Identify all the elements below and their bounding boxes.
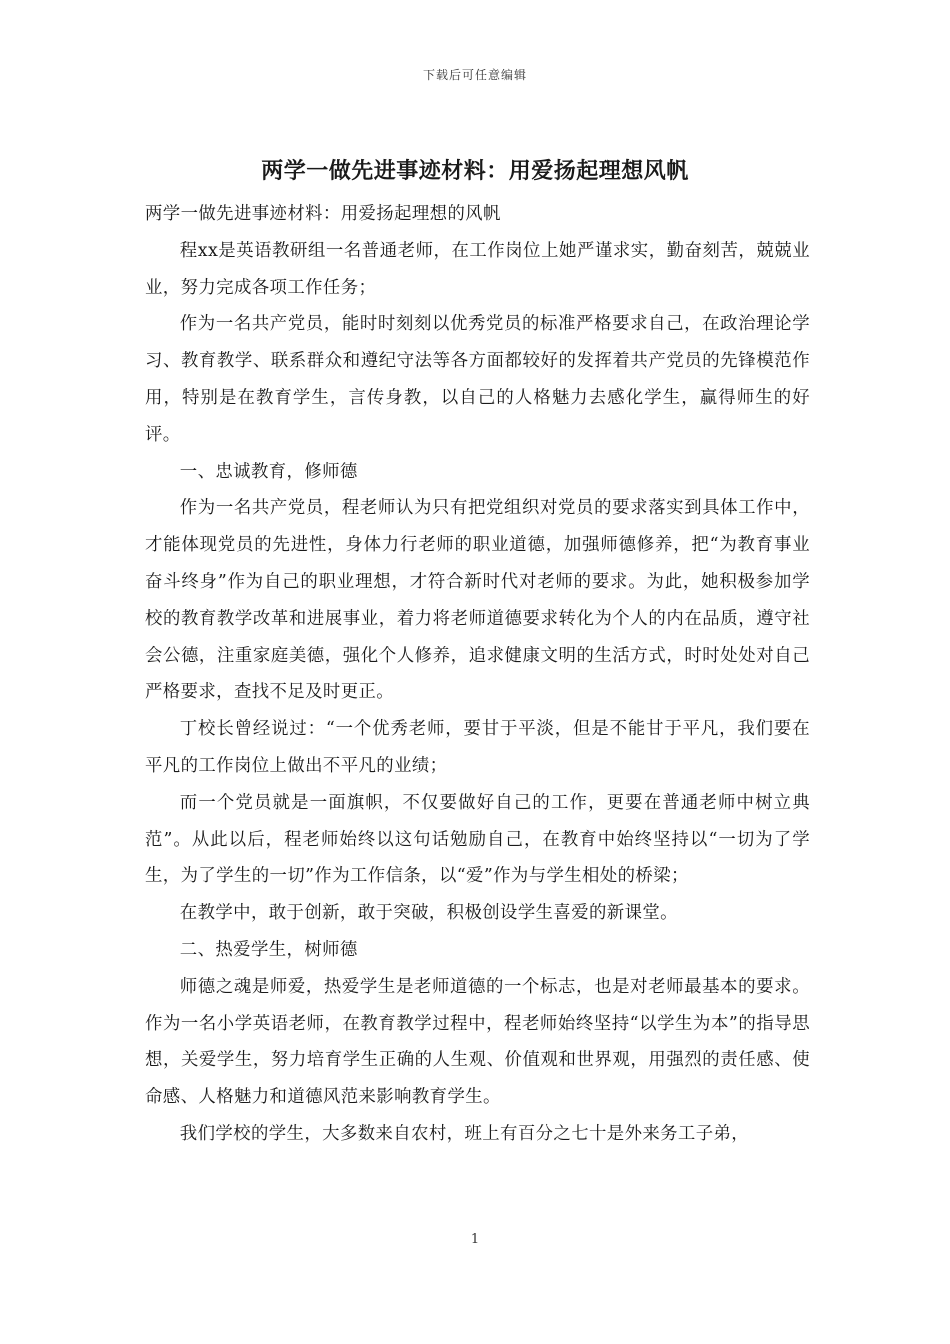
body-paragraph: 而一个党员就是一面旗帜，不仅要做好自己的工作，更要在普通老师中树立典范”。从此以后，程老师始终以这句话勉励自己，在教育中始终坚持以“一切为了学生，为了学生的一切”作为工作信条，以“爱”作为与学生相处的桥梁； [145, 792, 810, 887]
section-heading: 二、热爱学生，树师德 [179, 939, 358, 960]
subtitle-paragraph: 两学一做先进事迹材料：用爱扬起理想的风帆 [145, 204, 501, 224]
page-header-note: 下载后可任意编辑 [422, 68, 527, 82]
body-paragraph: 师德之魂是师爱，热爱学生是老师道德的一个标志，也是对老师最基本的要求。作为一名小学英语老师，在教育教学过程中，程老师始终坚持“以学生为本”的指导思想，关爱学生，努力培育学生正确的人生观、价值观和世界观，用强烈的责任感、使命感、人格魅力和道德风范来影响教育学生。 [145, 976, 810, 1108]
document-body [145, 196, 810, 1153]
document-title: 两学一做先进事迹材料：用爱扬起理想风帆 [261, 158, 689, 184]
section-heading: 一、忠诚教育，修师德 [179, 461, 358, 482]
body-paragraph: 丁校长曾经说过：“一个优秀老师，要甘于平淡，但是不能甘于平凡，我们要在平凡的工作岗位上做出不平凡的业绩； [145, 719, 810, 776]
body-paragraph: 在教学中，敢于创新，敢于突破，积极创设学生喜爱的新课堂。 [179, 903, 678, 924]
body-paragraph: 作为一名共产党员，程老师认为只有把党组织对党员的要求落实到具体工作中，才能体现党员的先进性，身体力行老师的职业道德，加强师德修养，把“为教育事业奋斗终身”作为自己的职业理想，才符合新时代对老师的要求。为此，她积极参加学校的教育教学改革和进展事业，着力将老师道德要求转化为个人的内在品质，遵守社会公德，注重家庭美德，强化个人修养，追求健康文明的生活方式，时时处处对自己严格要求，查找不足及时更正。 [145, 498, 810, 703]
body-paragraph: 我们学校的学生，大多数来自农村，班上有百分之七十是外来务工子弟， [179, 1123, 750, 1144]
body-paragraph: 作为一名共产党员，能时时刻刻以优秀党员的标准严格要求自己，在政治理论学习、教育教学、联系群众和遵纪守法等各方面都较好的发挥着共产党员的先锋模范作用，特别是在教育学生，言传身教，以自己的人格魅力去感化学生，赢得师生的好评。 [145, 314, 810, 445]
page-number: 1 [470, 1232, 480, 1247]
body-paragraph: 程xx是英语教研组一名普通老师，在工作岗位上她严谨求实，勤奋刻苦，兢兢业业，努力完成各项工作任务； [145, 240, 810, 298]
